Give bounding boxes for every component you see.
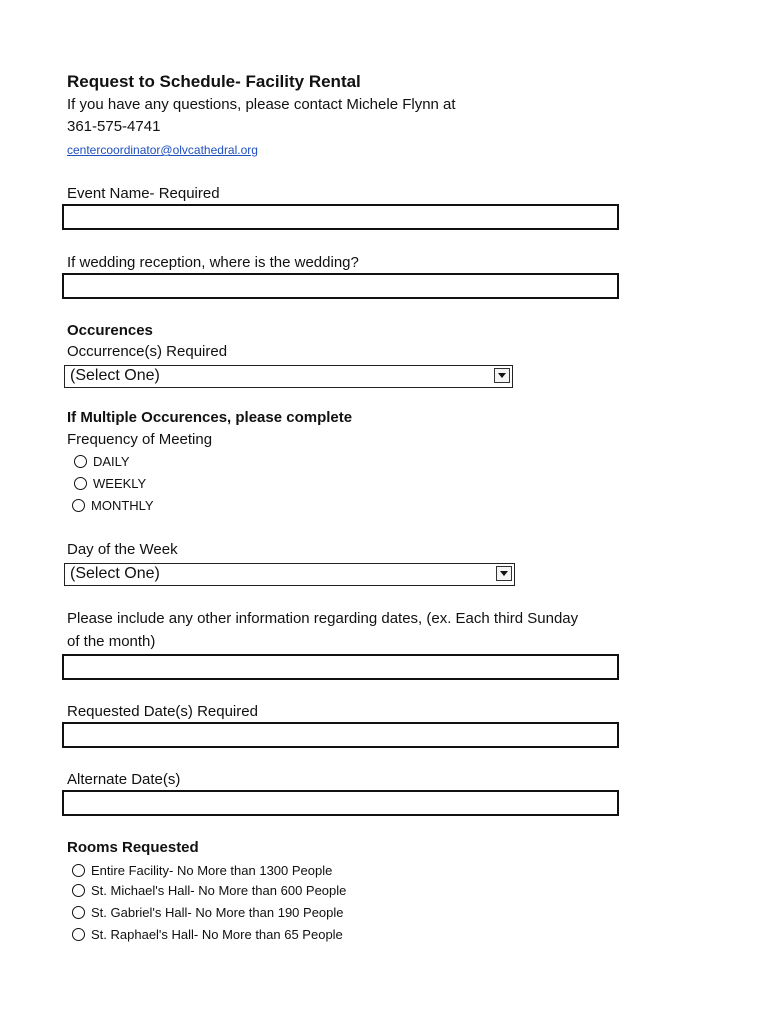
rooms-heading: Rooms Requested (67, 839, 199, 856)
frequency-label: Frequency of Meeting (67, 431, 213, 448)
contact-email-link[interactable]: centercoordinator@olvcathedral.org (67, 143, 258, 157)
room-option-st-gabriels[interactable] (72, 905, 344, 920)
other-info-label-line1: Please include any other information regarding dates, (ex. Each third Sunday (67, 610, 579, 627)
alternate-dates-label: Alternate Date(s) (67, 771, 181, 788)
other-info-label-line2: of the month) (67, 633, 156, 650)
wedding-location-input[interactable] (62, 273, 619, 299)
occurrences-heading: Occurences (67, 322, 153, 339)
radio-button[interactable] (72, 928, 85, 941)
frequency-option-label: MONTHLY (91, 498, 154, 513)
room-option-st-raphaels[interactable] (72, 927, 343, 942)
frequency-option-label: DAILY (93, 454, 130, 469)
room-option-entire-facility[interactable] (72, 863, 332, 878)
room-option-label: St. Gabriel's Hall- No More than 190 People (91, 905, 344, 920)
room-option-label: St. Michael's Hall- No More than 600 People (91, 883, 347, 898)
radio-button[interactable] (72, 864, 85, 877)
chevron-down-icon[interactable] (496, 566, 512, 581)
occurrences-selected-value: (Select One) (70, 367, 160, 384)
contact-line: If you have any questions, please contact Michele Flynn at (67, 96, 456, 113)
frequency-option-label: WEEKLY (93, 476, 147, 491)
requested-dates-input[interactable] (62, 722, 619, 748)
occurrences-label: Occurrence(s) Required (67, 343, 228, 360)
radio-button[interactable] (74, 477, 87, 490)
event-name-label: Event Name- Required (67, 185, 220, 202)
page-title: Request to Schedule- Facility Rental (67, 72, 361, 91)
event-name-input[interactable] (62, 204, 619, 230)
contact-phone: 361-575-4741 (67, 118, 161, 135)
day-of-week-label: Day of the Week (67, 541, 178, 558)
frequency-option-monthly[interactable] (72, 498, 154, 513)
radio-button[interactable] (72, 906, 85, 919)
occurrences-select[interactable] (64, 365, 513, 388)
room-option-label: St. Raphael's Hall- No More than 65 People (91, 927, 343, 942)
room-option-st-michaels[interactable] (72, 883, 346, 898)
day-of-week-select[interactable] (64, 563, 515, 586)
radio-button[interactable] (74, 455, 87, 468)
frequency-option-weekly[interactable] (74, 476, 146, 491)
frequency-option-daily[interactable] (74, 454, 130, 469)
wedding-location-label: If wedding reception, where is the wedding? (67, 254, 359, 271)
alternate-dates-input[interactable] (62, 790, 619, 816)
requested-dates-label: Requested Date(s) Required (67, 703, 258, 720)
room-option-label: Entire Facility- No More than 1300 People (91, 863, 333, 878)
chevron-down-icon[interactable] (494, 368, 510, 383)
multiple-occurrences-heading: If Multiple Occurences, please complete (67, 409, 353, 426)
radio-button[interactable] (72, 499, 85, 512)
radio-button[interactable] (72, 884, 85, 897)
day-of-week-selected-value: (Select One) (70, 565, 160, 582)
other-info-input[interactable] (62, 654, 619, 680)
